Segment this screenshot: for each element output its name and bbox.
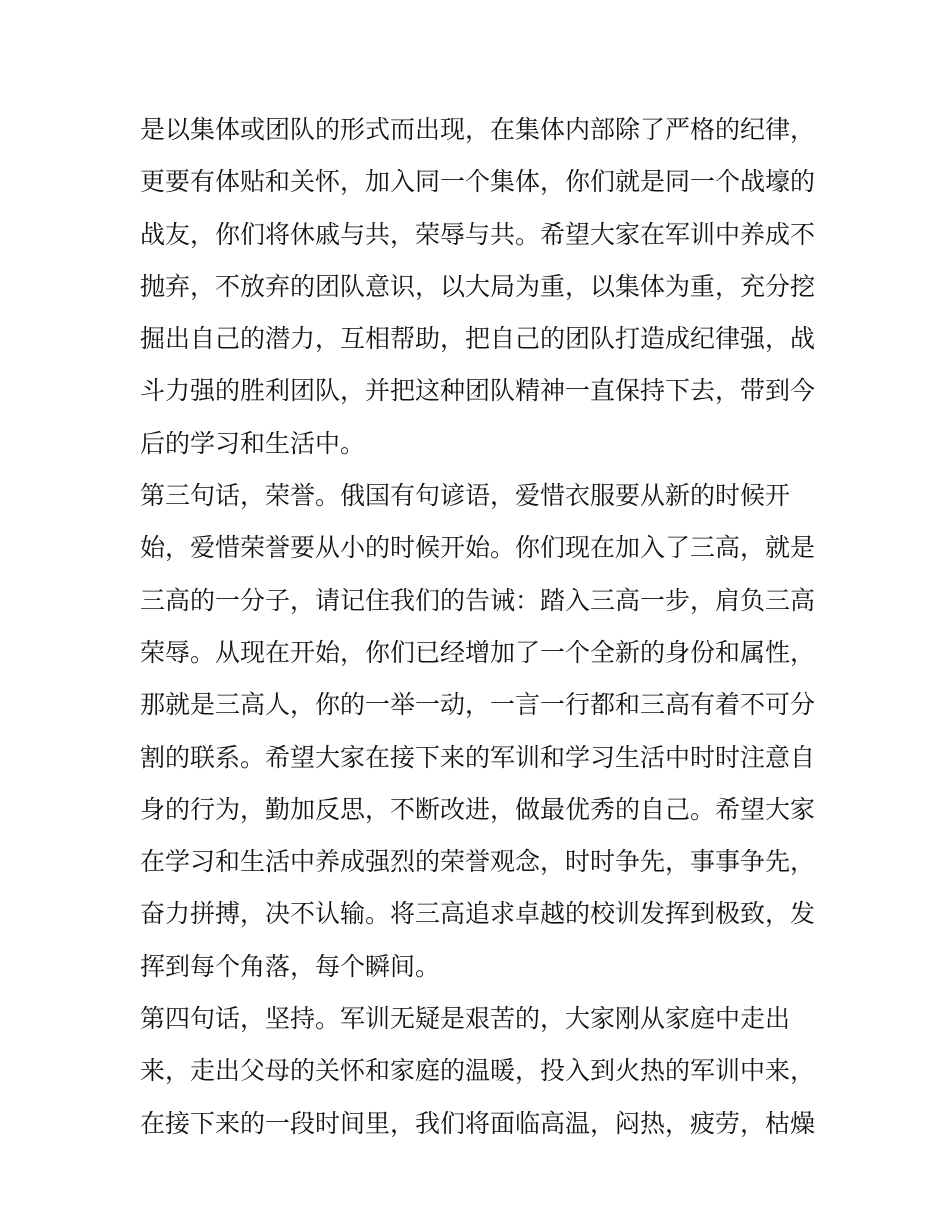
text-line: 来，走出父母的关怀和家庭的温暖，投入到火热的军训中来， xyxy=(140,1056,816,1086)
body-text xyxy=(140,104,820,1150)
text-line: 是以集体或团队的形式而出现，在集体内部除了严格的纪律， xyxy=(140,115,816,144)
text-line: 三高的一分子，请记住我们的告诫：踏入三高一步，肩负三高 xyxy=(140,585,816,615)
text-line: 割的联系。希望大家在接下来的军训和学习生活中时时注意自 xyxy=(140,742,816,772)
text-line: 荣辱。从现在开始，你们已经增加了一个全新的身份和属性， xyxy=(140,637,816,667)
text-line: 在学习和生活中养成强烈的荣誉观念，时时争先，事事争先， xyxy=(140,847,816,877)
text-line: 斗力强的胜利团队，并把这种团队精神一直保持下去，带到今 xyxy=(140,376,816,406)
text-line: 始，爱惜荣誉要从小的时候开始。你们现在加入了三高，就是 xyxy=(140,533,816,563)
text-line: 在接下来的一段时间里，我们将面临高温，闷热，疲劳，枯燥 xyxy=(140,1108,816,1138)
text-line: 身的行为，勤加反思，不断改进，做最优秀的自己。希望大家 xyxy=(140,794,816,824)
text-line: 第四句话，坚持。军训无疑是艰苦的，大家刚从家庭中走出 xyxy=(140,1004,791,1034)
text-line: 更要有体贴和关怀，加入同一个集体，你们就是同一个战壕的 xyxy=(140,167,816,197)
text-line: 第三句话，荣誉。俄国有句谚语，爱惜衣服要从新的时候开 xyxy=(140,481,791,511)
text-line: 奋力拼搏，决不认输。将三高追求卓越的校训发挥到极致，发 xyxy=(140,899,816,929)
text-line: 挥到每个角落，每个瞬间。 xyxy=(140,951,441,981)
text-line: 抛弃，不放弃的团队意识，以大局为重，以集体为重，充分挖 xyxy=(140,271,816,301)
text-line: 那就是三高人，你的一举一动，一言一行都和三高有着不可分 xyxy=(140,690,816,720)
text-line: 战友，你们将休戚与共，荣辱与共。希望大家在军训中养成不 xyxy=(140,219,816,249)
text-line: 后的学习和生活中。 xyxy=(140,428,366,458)
text-line: 掘出自己的潜力，互相帮助，把自己的团队打造成纪律强，战 xyxy=(140,324,816,354)
